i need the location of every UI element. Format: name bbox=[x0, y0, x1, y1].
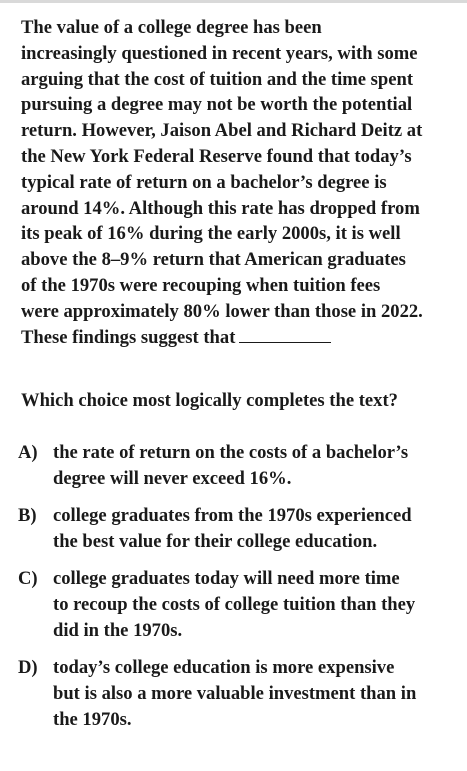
choice-line: but is also a more valuable investment than in bbox=[53, 682, 417, 704]
choice-text bbox=[53, 503, 463, 555]
choice-line: college graduates from the 1970s experienced bbox=[53, 505, 412, 526]
choice-line: the rate of return on the costs of a bachelor’s bbox=[53, 442, 409, 463]
question-prompt: Which choice most logically completes the text? bbox=[21, 390, 398, 411]
choice-line: today’s college education is more expensive bbox=[53, 657, 395, 678]
choice-letter: C) bbox=[18, 568, 38, 589]
top-divider bbox=[0, 0, 467, 3]
choice-line: the best value for their college education. bbox=[53, 530, 378, 552]
passage-line: arguing that the cost of tuition and the time spent bbox=[21, 68, 414, 90]
passage-line: were approximately 80% lower than those in 2022. bbox=[21, 300, 423, 322]
passage-text bbox=[21, 15, 461, 350]
passage-line: The value of a college degree has been bbox=[21, 17, 322, 38]
choice-text bbox=[53, 655, 463, 732]
choice-letter: A) bbox=[18, 442, 38, 463]
passage-line: of the 1970s were recouping when tuition fees bbox=[21, 274, 381, 296]
choice-line: degree will never exceed 16%. bbox=[53, 467, 292, 489]
passage-line: around 14%. Although this rate has dropped from bbox=[21, 197, 420, 219]
passage-line: its peak of 16% during the early 2000s, it is well bbox=[21, 223, 401, 245]
passage-line: return. However, Jaison Abel and Richard Deitz at bbox=[21, 120, 423, 142]
answer-blank bbox=[239, 326, 331, 343]
passage-line: above the 8–9% return that American graduates bbox=[21, 249, 406, 271]
choice-letter: D) bbox=[18, 657, 38, 678]
choice-line: the 1970s. bbox=[53, 708, 132, 730]
choice-text bbox=[53, 566, 463, 643]
choice-letter: B) bbox=[18, 505, 37, 526]
passage-line: the New York Federal Reserve found that today’s bbox=[21, 145, 412, 167]
passage-line: typical rate of return on a bachelor’s degree is bbox=[21, 171, 387, 193]
choice-line: college graduates today will need more time bbox=[53, 568, 400, 589]
choice-line: to recoup the costs of college tuition than they bbox=[53, 593, 416, 615]
passage-last-line bbox=[21, 325, 461, 351]
passage-line: These findings suggest that bbox=[21, 326, 236, 348]
choice-text bbox=[53, 440, 463, 492]
passage-line: increasingly questioned in recent years, with some bbox=[21, 42, 418, 64]
choice-line: did in the 1970s. bbox=[53, 619, 183, 641]
passage-line: pursuing a degree may not be worth the potential bbox=[21, 94, 413, 116]
